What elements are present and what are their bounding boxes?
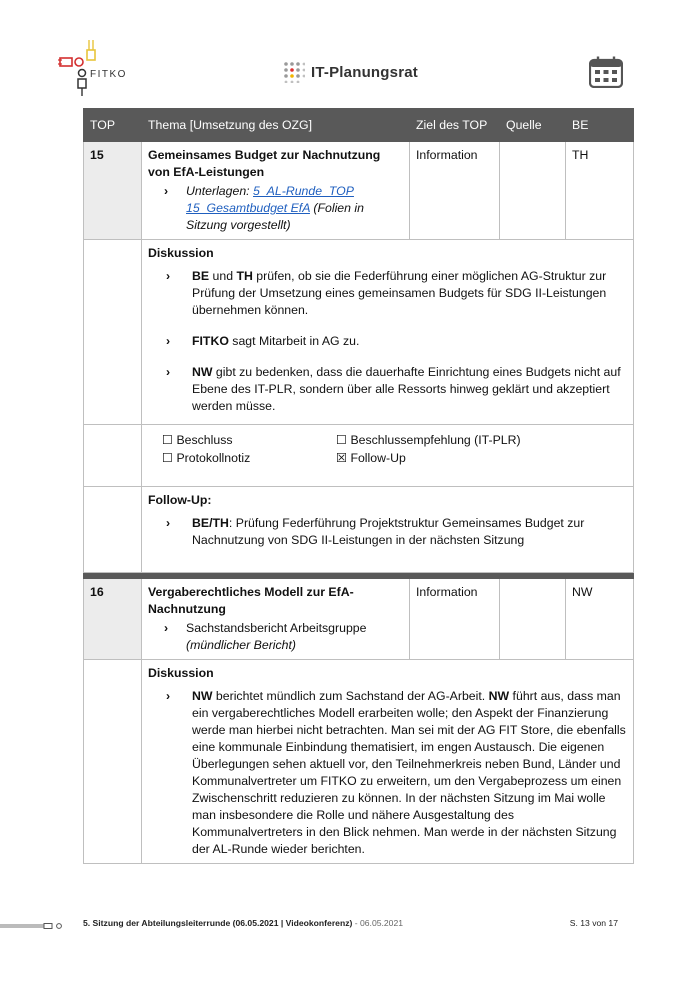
- decision-type-cell: [142, 425, 634, 487]
- ziel-cell: Information: [410, 579, 500, 660]
- col-header-quelle: Quelle: [500, 109, 566, 142]
- it-planungsrat-logo: [283, 58, 418, 86]
- list-item: › NW berichtet mündlich zum Sachstand der AG-Arbeit. NW führt aus, dass man ein vergaberechtliches Modell erarbeiten wolle; den Aspekt der Finanzierung werde man hierbei nicht betrachten. Man sei mit der AG FIT Store, die ebenfalls eine kommunale Einbindung thematisiert, im engen Austausch. Die eigenen Überlegungen sehen aktuell vor, den Teilnehmerkreis neben Bund, Länder und Kommunalvertreter um FITKO zu erweitern, um den Vergabeprozess um einen Zwischenschritt reduzieren zu können. In der nächsten Sitzung im Mai wolle man insbesondere die Rolle und nähere Ausgestaltung des Kommunalvertreters in den Blick nehmen. Man werde in der nächsten Sitzung der AL-Runde wieder berichten.: [148, 688, 627, 858]
- col-header-thema: Thema [Umsetzung des OZG]: [142, 109, 410, 142]
- chevron-right-icon: ›: [166, 334, 171, 348]
- chevron-right-icon: ›: [166, 365, 171, 379]
- list-item: › FITKO sagt Mitarbeit in AG zu.: [148, 333, 627, 350]
- checkbox-followup[interactable]: ☒ Follow-Up: [336, 451, 406, 465]
- checkbox-beschluss[interactable]: ☐ Beschluss: [162, 433, 233, 447]
- table-row-discussion: [84, 240, 634, 425]
- footer-connector-icon: [0, 923, 70, 929]
- list-item: › BE und TH prüfen, ob sie die Federführung einer möglichen AG-Struktur zur Prüfung der Umsetzung eines gemeinsamen Budgets für SDG II-Leistungen übernehmen können.: [148, 268, 627, 319]
- agenda-table: [83, 108, 634, 864]
- page-number: S. 13 von 17: [569, 918, 618, 928]
- chevron-right-icon: ›: [164, 184, 169, 198]
- fitko-logo: [58, 38, 148, 98]
- chevron-right-icon: ›: [166, 269, 171, 283]
- be-cell: NW: [566, 579, 634, 660]
- it-planungsrat-title: IT-Planungsrat: [311, 63, 418, 81]
- checkbox-beschlussempfehlung[interactable]: ☐ Beschlussempfehlung (IT-PLR): [336, 433, 521, 447]
- svg-text:FITKO: FITKO: [90, 69, 127, 80]
- table-row-discussion: [84, 660, 634, 864]
- col-header-ziel: Ziel des TOP: [410, 109, 500, 142]
- document-link[interactable]: 5_AL-Runde_TOP 15_Gesamtbudget EfA: [186, 184, 354, 215]
- chevron-right-icon: ›: [166, 689, 171, 703]
- table-row-top15: [84, 142, 634, 240]
- discussion-cell: [142, 240, 634, 425]
- quelle-cell: [500, 142, 566, 240]
- page-footer: [83, 918, 618, 928]
- ziel-cell: Information: [410, 142, 500, 240]
- top-number: 16: [84, 579, 142, 660]
- list-item: › Sachstandsbericht Arbeitsgruppe (mündlicher Bericht): [148, 620, 403, 654]
- followup-cell: [142, 487, 634, 573]
- table-row-top16: [84, 579, 634, 660]
- table-row-followup: [84, 487, 634, 573]
- table-row-checkboxes: [84, 425, 634, 487]
- chevron-right-icon: ›: [166, 516, 171, 530]
- discussion-label: Diskussion: [148, 666, 214, 680]
- quelle-cell: [500, 579, 566, 660]
- discussion-label: Diskussion: [148, 246, 214, 260]
- followup-label: Follow-Up:: [148, 493, 212, 507]
- dots-grid-icon: [283, 61, 305, 83]
- col-header-be: BE: [566, 109, 634, 142]
- list-item: › BE/TH: Prüfung Federführung Projektstruktur Gemeinsames Budget zur Nachnutzung von SDG II-Leistungen in der nächsten Sitzung: [148, 515, 627, 549]
- topic-cell: [142, 579, 410, 660]
- col-header-top: TOP: [84, 109, 142, 142]
- discussion-cell: [142, 660, 634, 864]
- footer-title: 5. Sitzung der Abteilungsleiterrunde (06.05.2021 | Videokonferenz): [83, 918, 353, 928]
- chevron-right-icon: ›: [164, 621, 169, 635]
- footer-date: - 06.05.2021: [352, 918, 404, 928]
- checkbox-protokollnotiz[interactable]: ☐ Protokollnotiz: [162, 451, 251, 465]
- be-cell: TH: [566, 142, 634, 240]
- list-item: › Unterlagen: 5_AL-Runde_TOP 15_Gesamtbudget EfA (Folien in Sitzung vorgestellt): [148, 183, 403, 234]
- table-header-row: [84, 109, 634, 142]
- topic-cell: [142, 142, 410, 240]
- topic-title: Gemeinsames Budget zur Nachnutzung von EfA-Leistungen: [148, 148, 381, 179]
- topic-title: Vergaberechtliches Modell zur EfA-Nachnutzung: [148, 585, 354, 616]
- list-item: › NW gibt zu bedenken, dass die dauerhafte Einrichtung eines Budgets nicht auf Ebene des IT-PLR, sondern über alle Ressorts hinweg geklärt und akzeptiert werden müsse.: [148, 364, 627, 415]
- top-number: 15: [84, 142, 142, 240]
- page-header: [0, 0, 700, 100]
- calendar-icon: [589, 56, 623, 88]
